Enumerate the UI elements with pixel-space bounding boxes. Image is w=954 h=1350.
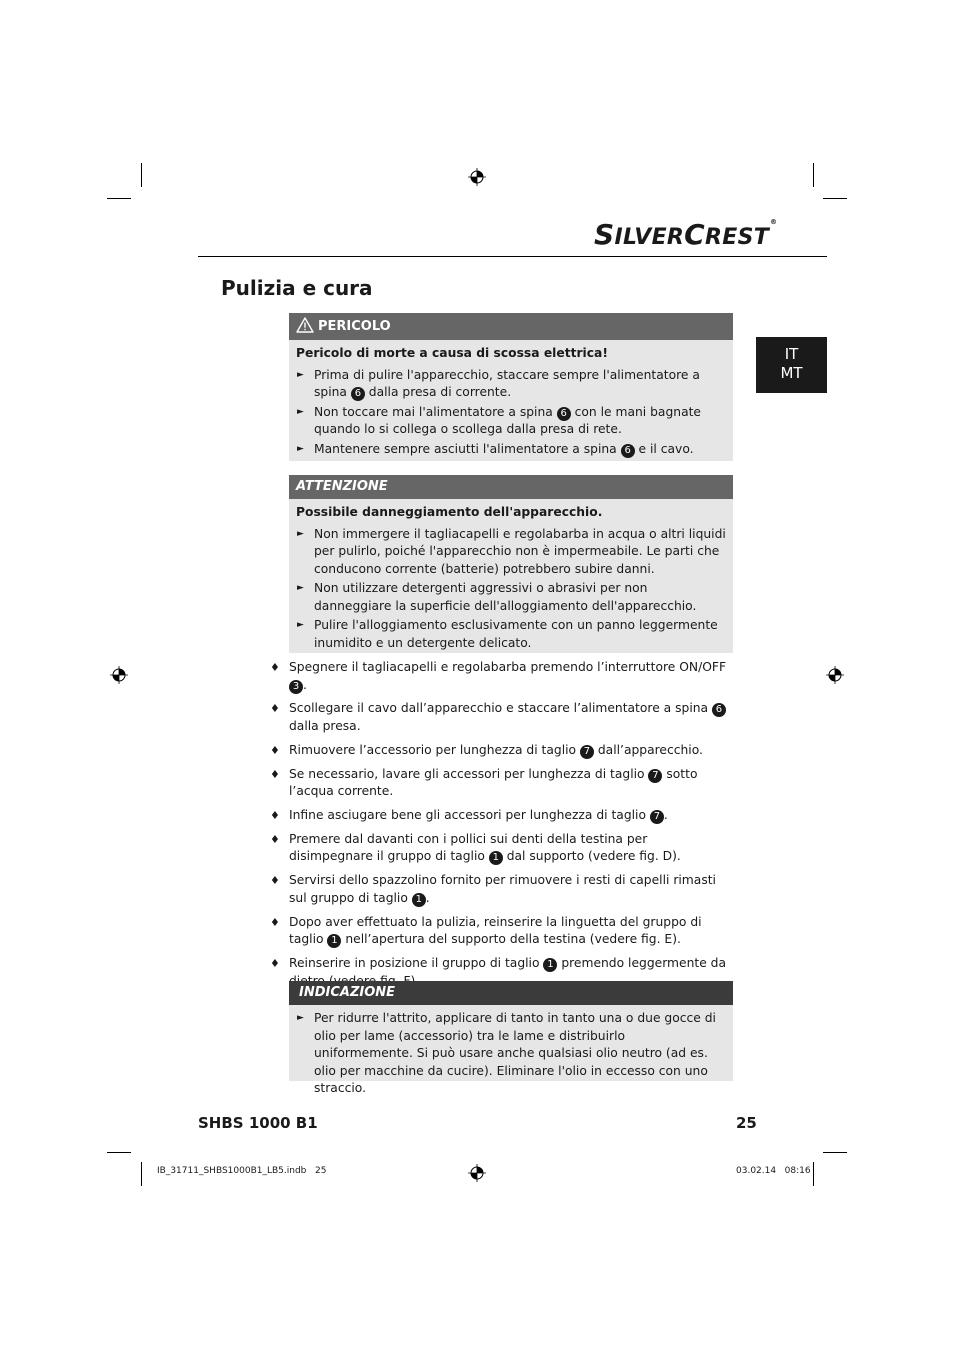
- part-number-badge: 6: [712, 703, 726, 717]
- list-item: ► Prima di pulire l'apparecchio, staccare sempre l'alimentatore a spina 6 dalla presa di corrente.: [297, 367, 700, 399]
- diamond-bullet-icon: ♦: [270, 702, 280, 716]
- arrow-icon: ►: [297, 1013, 304, 1023]
- arrow-icon: ►: [297, 583, 304, 593]
- attention-lead: Possibile danneggiamento dell'apparecchio.: [296, 505, 603, 519]
- list-item: ► Non toccare mai l'alimentatore a spina 6 con le mani bagnate quando lo si collega o scollega dalla presa di rete.: [297, 404, 701, 436]
- list-item: ► Pulire l'alloggiamento esclusivamente con un panno leggermente inumidito e un detergente delicato.: [297, 618, 718, 650]
- model-number: SHBS 1000 B1: [198, 1114, 318, 1132]
- crop-mark: [107, 198, 131, 199]
- header-rule: [198, 256, 827, 257]
- diamond-bullet-icon: ♦: [270, 661, 280, 674]
- list-item: ► Non immergere il tagliacapelli e regolabarba in acqua o altri liquidi per pulirlo, poiché l'apparecchio non è impermeabile. Le parti che conducono corrente (batterie) potrebbero subire danni.: [297, 526, 726, 576]
- diamond-bullet-icon: ♦: [270, 874, 280, 888]
- part-number-badge: 1: [327, 934, 341, 948]
- step-item: ♦ Scollegare il cavo dall’apparecchio e staccare l’alimentatore a spina 6 dalla presa.: [270, 700, 732, 735]
- cleaning-steps: [270, 659, 732, 997]
- arrow-icon: ►: [297, 528, 304, 539]
- list-item: ► Mantenere sempre asciutti l'alimentatore a spina 6 e il cavo.: [296, 441, 726, 459]
- arrow-icon: ►: [297, 620, 304, 630]
- step-item: ♦ Rimuovere l’accessorio per lunghezza di taglio 7 dall’apparecchio.: [270, 742, 732, 760]
- diamond-bullet-icon: ♦: [270, 915, 280, 929]
- crop-mark: [107, 1152, 131, 1153]
- crop-mark: [823, 198, 847, 199]
- part-number-badge: 6: [621, 444, 635, 458]
- arrow-icon: ►: [297, 443, 304, 454]
- print-slug-date: 03.02.14 08:16: [736, 1166, 811, 1176]
- note-box: [289, 981, 733, 1095]
- step-item: ♦ Servirsi dello spazzolino fornito per rimuovere i resti di capelli rimasti sul gruppo di taglio 1 .: [270, 873, 716, 905]
- page-title: Pulizia e cura: [221, 276, 373, 300]
- step-item: ♦ Se necessario, lavare gli accessori per lunghezza di taglio 7 sotto l’acqua corrente.: [270, 766, 698, 799]
- page-number: 25: [736, 1114, 757, 1132]
- danger-box: [289, 313, 733, 461]
- crop-mark: [141, 163, 142, 187]
- diamond-bullet-icon: ♦: [270, 957, 280, 971]
- part-number-badge: 1: [543, 958, 557, 972]
- crop-mark: [823, 1152, 847, 1153]
- diamond-bullet-icon: ♦: [270, 743, 280, 757]
- part-number-badge: 1: [489, 851, 503, 865]
- step-item: ♦ Dopo aver effettuato la pulizia, reinserire la linguetta del gruppo di taglio 1 nell’apertura del supporto della testina (vedere fig. E).: [270, 914, 702, 947]
- language-tab: IT MT: [756, 337, 827, 393]
- crop-mark: [813, 163, 814, 187]
- part-number-badge: 6: [351, 387, 365, 401]
- part-number-badge: 7: [650, 810, 664, 824]
- note-header: INDICAZIONE: [289, 981, 733, 1005]
- part-number-badge: 6: [557, 407, 571, 421]
- list-item: ► Non utilizzare detergenti aggressivi o abrasivi per non danneggiare la superficie dell'alloggiamento dell'apparecchio.: [297, 581, 697, 613]
- part-number-badge: 7: [580, 745, 594, 759]
- registration-mark-icon: [468, 168, 486, 186]
- crop-mark: [141, 1162, 142, 1186]
- danger-lead: Pericolo di morte a causa di scossa elettrica!: [296, 346, 608, 360]
- step-item: ♦ Premere dal davanti con i pollici sui denti della testina per disimpegnare il gruppo di taglio 1 dal supporto (vedere fig. D).: [270, 831, 681, 864]
- registration-mark-icon: [468, 1164, 486, 1182]
- diamond-bullet-icon: ♦: [270, 809, 280, 823]
- list-item: ► Per ridurre l'attrito, applicare di tanto in tanto una o due gocce di olio per lame (accessorio) tra le lame e distribuirlo uniformemente. Si può usare anche qualsiasi olio neutro (ad es. olio per macchine da cucire). Eliminare l'olio in eccesso con uno straccio.: [297, 1011, 716, 1095]
- part-number-badge: 1: [412, 893, 426, 907]
- part-number-badge: 7: [648, 769, 662, 783]
- attention-box: [289, 475, 733, 653]
- warning-triangle-icon: [296, 317, 314, 333]
- registration-mark-icon: [826, 666, 844, 684]
- crop-mark: [813, 1162, 814, 1186]
- silvercrest-logo: SILVERCREST®: [594, 218, 778, 251]
- step-item: ♦ Infine asciugare bene gli accessori per lunghezza di taglio 7 .: [270, 807, 732, 825]
- step-item: ♦ Spegnere il tagliacapelli e regolabarba premendo l’interruttore ON/OFF 3 .: [270, 660, 727, 692]
- danger-header: PERICOLO: [289, 313, 733, 340]
- part-number-badge: 3: [289, 680, 303, 694]
- registration-mark-icon: [110, 666, 128, 684]
- print-slug-file: IB_31711_SHBS1000B1_LB5.indb 25: [157, 1166, 327, 1176]
- arrow-icon: ►: [297, 406, 304, 417]
- arrow-icon: ►: [297, 369, 304, 380]
- diamond-bullet-icon: ♦: [270, 832, 280, 846]
- diamond-bullet-icon: ♦: [270, 767, 280, 781]
- step-item: ♦ Reinserire in posizione il gruppo di taglio 1 premendo leggermente da: [270, 955, 732, 990]
- attention-header: ATTENZIONE: [289, 475, 733, 499]
